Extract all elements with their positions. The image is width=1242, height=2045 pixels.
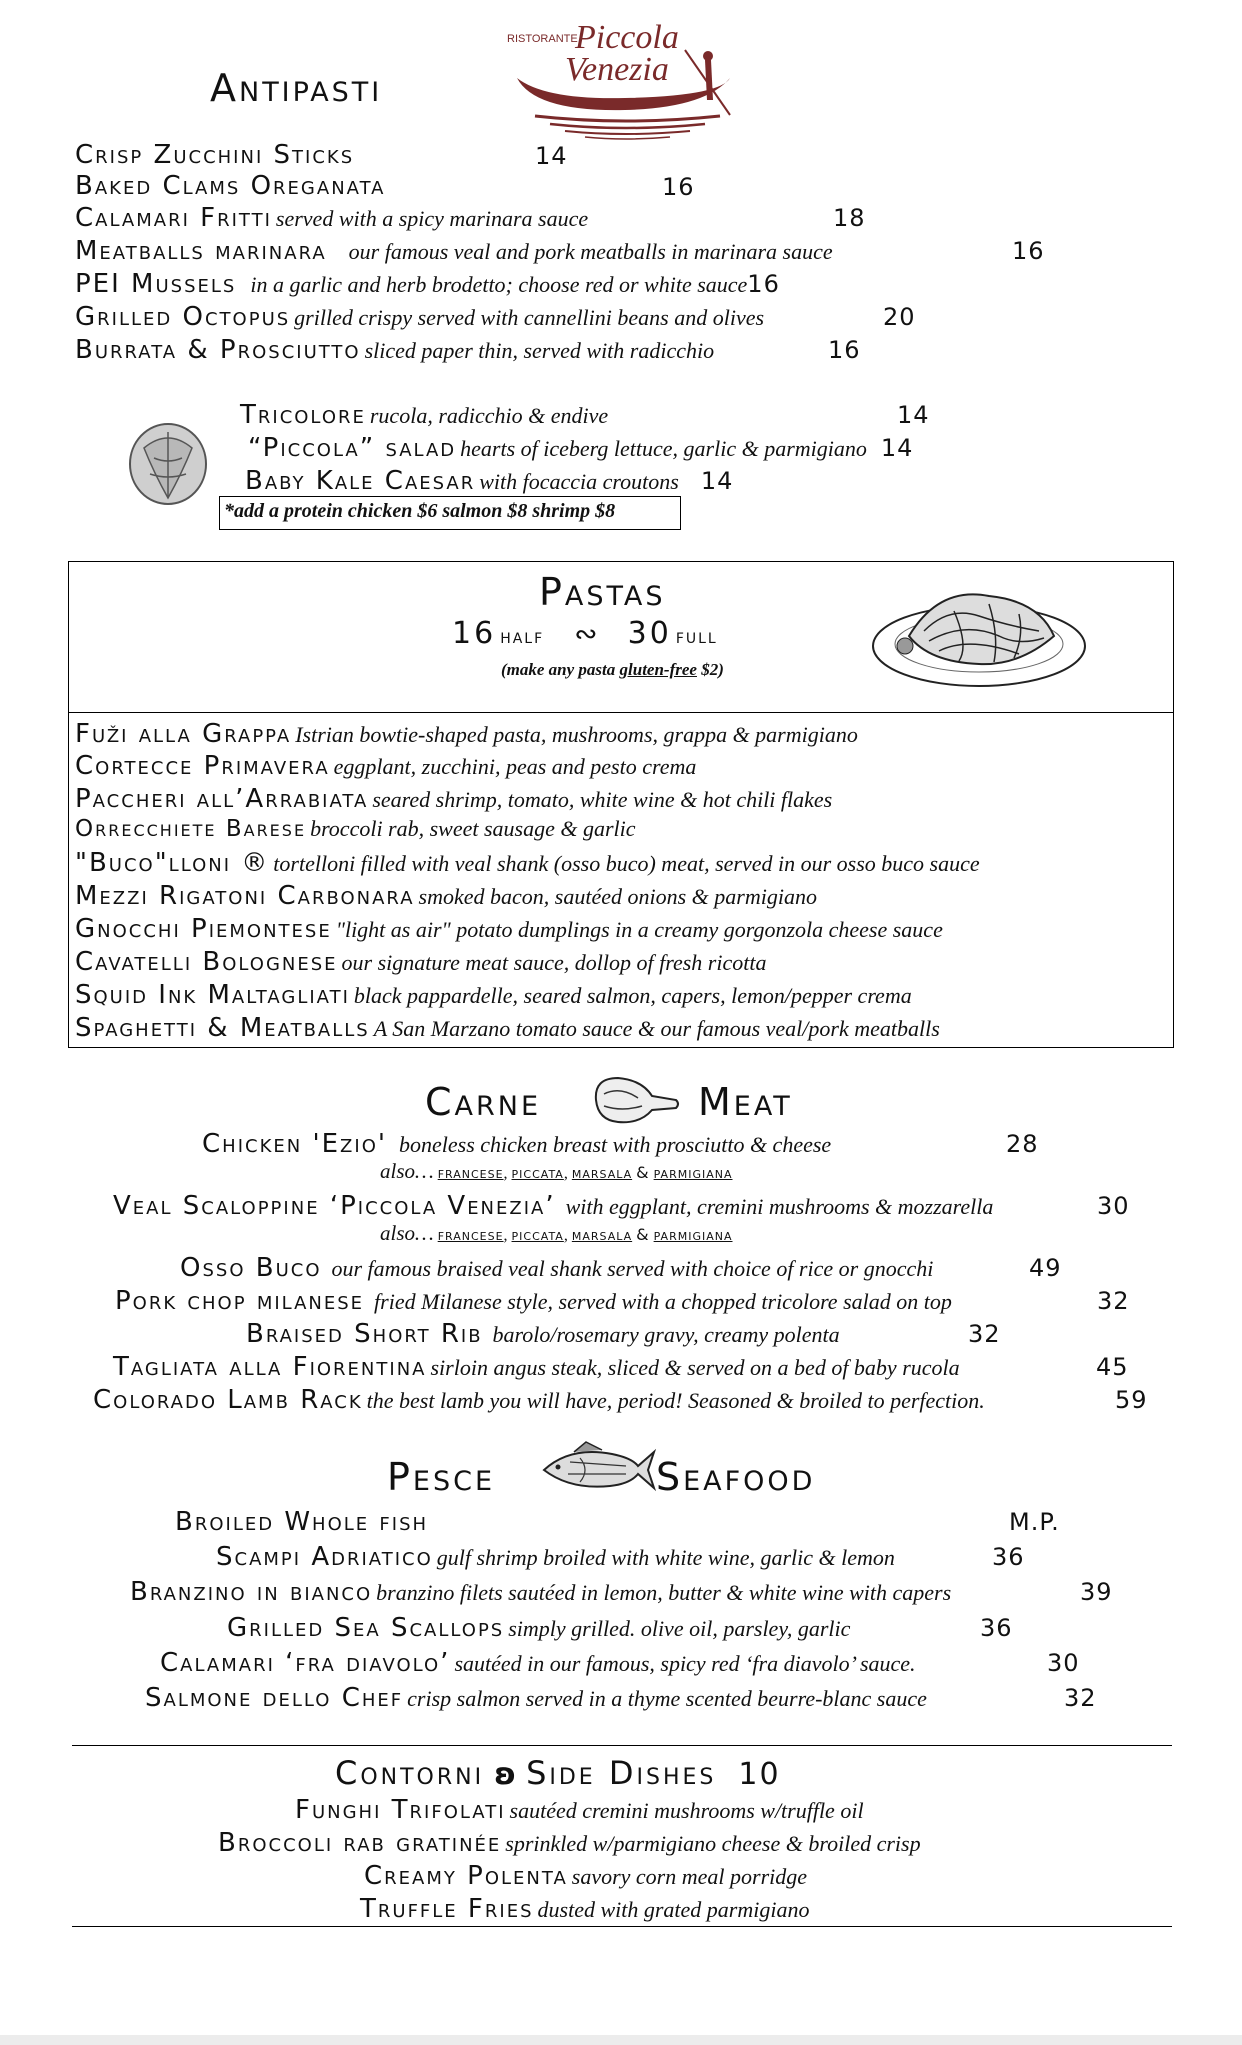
menu-item <box>75 203 588 233</box>
item-name: Grilled Sea Scallops <box>227 1613 505 1643</box>
item-desc: "light as air" potato dumplings in a creamy gorgonzola cheese sauce <box>335 917 943 942</box>
antipasti-title: Antipasti <box>210 66 383 110</box>
also-prefix: also… <box>380 1159 434 1183</box>
item-desc: our signature meat sauce, dollop of fresh ricotta <box>341 950 767 975</box>
item-desc: served with a spicy marinara sauce <box>275 206 589 231</box>
menu-item <box>75 816 636 842</box>
pesce-title-left: Pesce <box>387 1455 496 1499</box>
item-desc: the best lamb you will have, period! Seasoned & broiled to perfection. <box>366 1388 985 1413</box>
menu-item <box>93 1385 985 1415</box>
menu-item <box>364 1861 807 1891</box>
logo-line2: Venezia <box>565 51 669 88</box>
item-price: 32 <box>1064 1684 1097 1712</box>
item-price: 30 <box>1047 1649 1080 1677</box>
contorni-title-right: Side Dishes <box>526 1754 717 1792</box>
also-option: piccata <box>511 1225 564 1244</box>
menu-item <box>75 269 780 299</box>
item-price: 14 <box>700 467 734 495</box>
item-desc: sautéed cremini mushrooms w/truffle oil <box>509 1798 864 1823</box>
item-desc: branzino filets sautéed in lemon, butter & white wine with capers <box>376 1580 952 1605</box>
menu-item <box>75 947 766 977</box>
item-desc: gulf shrimp broiled with white wine, garlic & lemon <box>436 1545 895 1570</box>
item-name: Grilled Octopus <box>75 302 291 332</box>
menu-item <box>75 171 385 201</box>
item-desc: fried Milanese style, served with a chopped tricolore salad on top <box>374 1289 952 1314</box>
also-amp: & <box>636 1163 650 1182</box>
item-name: Gnocchi Piemontese <box>75 914 332 944</box>
menu-item <box>240 400 608 430</box>
item-name: Spaghetti & Meatballs <box>75 1013 370 1043</box>
item-desc: smoked bacon, sautéed onions & parmigiano <box>418 884 817 909</box>
logo <box>505 0 745 150</box>
menu-item <box>295 1795 864 1825</box>
protein-note: *add a protein chicken $6 salmon $8 shrimp $8 <box>224 500 616 522</box>
menu-item <box>216 1542 895 1572</box>
item-desc: sprinkled w/parmigiano cheese & broiled crisp <box>505 1831 921 1856</box>
item-price: 14 <box>880 434 914 462</box>
item-name: Meatballs marinara <box>75 236 327 266</box>
item-name: Tricolore <box>240 400 366 430</box>
item-name: Fuži alla Grappa <box>75 719 292 749</box>
menu-item <box>130 1577 951 1607</box>
contorni-top-rule <box>72 1745 1172 1746</box>
item-name: Branzino in bianco <box>130 1577 373 1607</box>
item-price: 59 <box>1115 1386 1148 1414</box>
flourish-icon: ʚ <box>494 1757 517 1792</box>
item-price: 30 <box>1097 1192 1130 1220</box>
menu-item <box>227 1613 850 1643</box>
protein-note-box <box>219 496 681 530</box>
item-name: PEI Mussels <box>75 269 237 299</box>
item-desc: barolo/rosemary gravy, creamy polenta <box>492 1322 840 1347</box>
menu-item <box>75 751 696 781</box>
item-desc: rucola, radicchio & endive <box>369 403 609 428</box>
item-price: 16 <box>747 270 780 298</box>
item-desc: with focaccia croutons <box>479 469 679 494</box>
item-desc: simply grilled. olive oil, parsley, garlic <box>508 1616 851 1641</box>
also-options: also… francese, piccata, marsala & parmigiana <box>380 1221 733 1245</box>
also-option: marsala <box>571 1163 633 1182</box>
menu-item <box>245 466 733 496</box>
item-name: Pork chop milanese <box>115 1286 365 1316</box>
half-label: half <box>500 624 545 648</box>
fish-icon <box>540 1440 656 1501</box>
item-name: Mezzi Rigatoni Carbonara <box>75 881 415 911</box>
menu-item <box>75 914 943 944</box>
item-name: Orrecchiete Barese <box>75 816 307 842</box>
logo-small-text: RISTORANTE <box>507 33 578 45</box>
also-option: piccata <box>511 1163 564 1182</box>
flourish-icon: ∾ <box>574 617 598 650</box>
gluten-free-link: gluten-free <box>619 660 697 679</box>
item-name: Chicken 'Ezio' <box>202 1129 388 1159</box>
item-desc: broccoli rab, sweet sausage & garlic <box>310 816 636 841</box>
item-desc: black pappardelle, seared salmon, capers, lemon/pepper crema <box>353 983 912 1008</box>
item-name: Cavatelli Bolognese <box>75 947 338 977</box>
item-desc: savory corn meal porridge <box>571 1864 808 1889</box>
pastas-title: Pastas <box>539 570 666 614</box>
item-name: “Piccola” salad <box>248 433 457 463</box>
item-name: Calamari Fritti <box>75 203 272 233</box>
item-desc: tortelloni filled with veal shank (osso buco) meat, served in our osso buco sauce <box>273 851 980 876</box>
gluten-free-note <box>501 660 724 680</box>
item-price: 36 <box>980 1614 1013 1642</box>
item-desc: with eggplant, cremini mushrooms & mozzarella <box>565 1194 994 1219</box>
menu-item <box>75 881 817 911</box>
item-desc: dusted with grated parmigiano <box>537 1897 810 1922</box>
full-price: 30 <box>627 616 672 651</box>
menu-item <box>75 980 912 1010</box>
item-price: 14 <box>897 401 930 429</box>
item-desc: crisp salmon served in a thyme scented beurre-blanc sauce <box>407 1686 927 1711</box>
cabbage-icon <box>126 418 210 513</box>
item-price: 45 <box>1096 1353 1129 1381</box>
menu-item <box>115 1286 952 1316</box>
item-desc: A San Marzano tomato sauce & our famous veal/pork meatballs <box>373 1016 940 1041</box>
menu-item <box>75 848 980 878</box>
note-suffix: $2) <box>696 660 724 679</box>
item-price: 16 <box>828 336 861 364</box>
also-option: parmigiana <box>653 1225 733 1244</box>
carne-title-left: Carne <box>425 1080 542 1124</box>
item-name: Squid Ink Maltagliati <box>75 980 350 1010</box>
menu-item <box>75 302 764 332</box>
menu-item <box>145 1683 927 1713</box>
menu-item <box>113 1191 993 1221</box>
contorni-title-left: Contorni <box>335 1754 485 1792</box>
also-amp: & <box>636 1225 650 1244</box>
full-label: full <box>675 624 718 648</box>
menu-item <box>75 719 858 749</box>
menu-item <box>180 1253 933 1283</box>
menu-item <box>75 335 714 365</box>
item-desc: sautéed in our famous, spicy red ‘fra diavolo’ sauce. <box>454 1651 916 1676</box>
item-name: Braised Short Rib <box>246 1319 483 1349</box>
menu-item <box>175 1507 428 1537</box>
item-desc: our famous braised veal shank served with choice of rice or gnocchi <box>331 1256 934 1281</box>
pesce-title-right: Seafood <box>656 1455 816 1499</box>
note-prefix: (make any pasta <box>501 660 620 679</box>
pasta-divider <box>69 712 1173 713</box>
gondola-logo-icon <box>505 0 745 150</box>
item-desc: eggplant, zucchini, peas and pesto crema <box>333 754 697 779</box>
pasta-plate-icon <box>869 576 1089 701</box>
half-price: 16 <box>452 616 497 651</box>
menu-item <box>248 433 913 463</box>
item-price: 36 <box>992 1543 1025 1571</box>
contorni-title <box>335 1754 781 1792</box>
chicken-leg-icon <box>590 1072 682 1131</box>
item-name: Cortecce Primavera <box>75 751 330 781</box>
item-name: Paccheri all’Arrabiata <box>75 784 369 814</box>
item-price: 18 <box>833 204 866 232</box>
item-name: Truffle Fries <box>360 1894 534 1924</box>
item-desc: in a garlic and herb brodetto; choose red or white sauce <box>250 272 748 297</box>
item-price: M.P. <box>1009 1508 1060 1536</box>
item-desc: seared shrimp, tomato, white wine & hot chili flakes <box>372 787 833 812</box>
item-name: Colorado Lamb Rack <box>93 1385 363 1415</box>
item-desc: our famous veal and pork meatballs in marinara sauce <box>348 239 833 264</box>
item-price: 49 <box>1029 1254 1062 1282</box>
item-name: Tagliata alla Fiorentina <box>113 1352 427 1382</box>
item-name: Crisp Zucchini Sticks <box>75 140 355 170</box>
item-price: 39 <box>1080 1578 1113 1606</box>
pasta-prices <box>452 616 718 651</box>
item-price: 14 <box>535 142 568 170</box>
item-desc: sirloin angus steak, sliced & served on a bed of baby rucola <box>430 1355 960 1380</box>
item-desc: sliced paper thin, served with radicchio <box>364 338 715 363</box>
item-name: Scampi Adriatico <box>216 1542 433 1572</box>
item-name: Burrata & Prosciutto <box>75 335 361 365</box>
also-option: francese <box>437 1163 504 1182</box>
menu-item <box>113 1352 960 1382</box>
also-option: parmigiana <box>653 1163 733 1182</box>
page-bottom-strip <box>0 2035 1242 2045</box>
item-price: 16 <box>662 173 695 201</box>
item-price: 32 <box>1097 1287 1130 1315</box>
logo-line1: Piccola <box>575 19 679 56</box>
item-name: Creamy Polenta <box>364 1861 568 1891</box>
item-name: Calamari ‘fra diavolo’ <box>160 1648 451 1678</box>
carne-title-right: Meat <box>698 1080 793 1124</box>
contorni-bottom-rule <box>72 1926 1172 1927</box>
pasta-section <box>68 561 1174 1048</box>
menu-item <box>218 1828 921 1858</box>
item-price: 32 <box>968 1320 1001 1348</box>
item-name: Broccoli rab gratinée <box>218 1828 502 1858</box>
menu-item <box>360 1894 809 1924</box>
item-price: 16 <box>1012 237 1045 265</box>
item-price: 20 <box>883 303 916 331</box>
item-name: Veal Scaloppine ‘Piccola Venezia’ <box>113 1191 556 1221</box>
menu-item <box>160 1648 916 1678</box>
item-name: Osso Buco <box>180 1253 322 1283</box>
menu-item <box>75 236 833 266</box>
also-option: marsala <box>571 1225 633 1244</box>
item-price: 28 <box>1006 1130 1039 1158</box>
contorni-price: 10 <box>738 1757 781 1792</box>
menu-item <box>202 1129 831 1159</box>
item-desc: boneless chicken breast with prosciutto & cheese <box>399 1132 832 1157</box>
also-option: francese <box>437 1225 504 1244</box>
menu-item <box>246 1319 840 1349</box>
also-options: also… francese, piccata, marsala & parmigiana <box>380 1159 733 1183</box>
item-desc: hearts of iceberg lettuce, garlic & parmigiano <box>460 436 867 461</box>
item-name: Funghi Trifolati <box>295 1795 506 1825</box>
menu-item <box>75 140 354 170</box>
menu-item <box>75 1013 940 1043</box>
also-prefix: also… <box>380 1221 434 1245</box>
item-name: "Buco"lloni ® <box>75 848 270 878</box>
item-name: Baked Clams Oreganata <box>75 171 386 201</box>
item-desc: grilled crispy served with cannellini beans and olives <box>294 305 765 330</box>
item-desc: Istrian bowtie-shaped pasta, mushrooms, grappa & parmigiano <box>295 722 858 747</box>
item-name: Salmone dello Chef <box>145 1683 404 1713</box>
menu-item <box>75 784 832 814</box>
item-name: Baby Kale Caesar <box>245 466 476 496</box>
item-name: Broiled Whole fish <box>175 1507 429 1537</box>
